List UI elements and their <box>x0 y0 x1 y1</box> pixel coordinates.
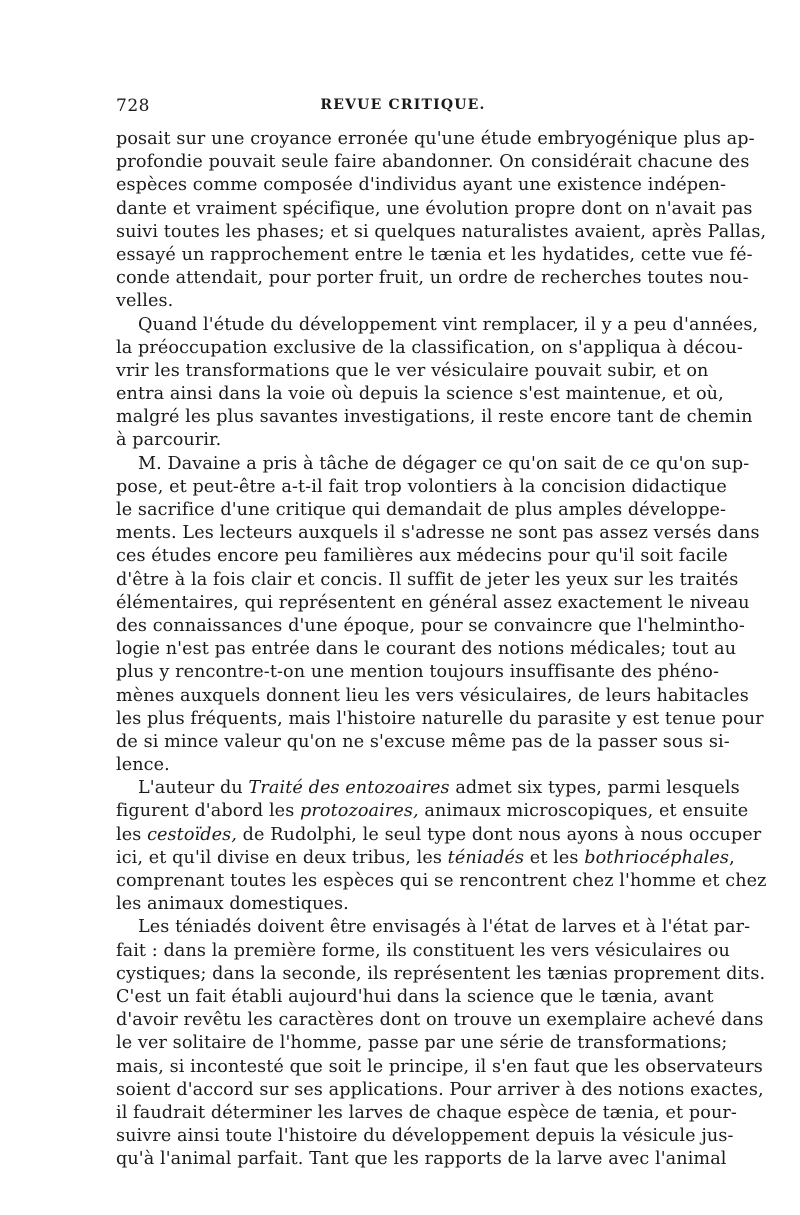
text-line: posait sur une croyance erronée qu'une étude embryogénique plus ap- <box>116 129 755 149</box>
text-line: ments. Les lecteurs auxquels il s'adresse ne sont pas assez versés dans <box>116 523 760 544</box>
text-line: profondie pouvait seule faire abandonner. On considérait chacune des <box>116 152 750 173</box>
text-line: le sacrifice d'une critique qui demandait de plus amples développe- <box>116 500 727 520</box>
text-line <box>116 824 762 847</box>
text-line <box>116 847 735 870</box>
text-line: conde attendait, pour porter fruit, un ordre de recherches toutes nou- <box>116 268 749 289</box>
text-line: vrir les transformations que le ver vésiculaire pouvait subir, et on <box>116 360 709 381</box>
text-line: C'est un fait établi aujourd'hui dans la science que le tænia, avant <box>116 986 714 1007</box>
italic-term: cestoïdes, <box>147 824 237 845</box>
text-run: les <box>116 824 148 845</box>
text-line: comprenant toutes les espèces qui se rencontrent chez l'homme et chez <box>116 871 767 891</box>
text-line: essayé un rapprochement entre le tænia et les hydatides, cette vue fé- <box>116 244 753 265</box>
text-run: L'auteur du <box>138 778 249 799</box>
text-line: suivi toutes les phases; et si quelques naturalistes avaient, après Pallas, <box>116 221 767 242</box>
italic-title: Traité des entozoaires <box>248 778 450 799</box>
text-line: qu'à l'animal parfait. Tant que les rapports de la larve avec l'animal <box>116 1149 727 1170</box>
text-line: d'avoir revêtu les caractères dont on trouve un exemplaire achevé dans <box>116 1010 764 1031</box>
text-line: le ver solitaire de l'homme, passe par une série de transformations; <box>116 1033 728 1054</box>
text-line: dante et vraiment spécifique, une évolution propre dont on n'avait pas <box>116 198 753 219</box>
text-run: admet six types, parmi lesquels <box>449 778 740 799</box>
text-line: malgré les plus savantes investigations, il reste encore tant de chemin <box>116 407 753 428</box>
italic-term: protozoaires, <box>300 801 419 822</box>
text-line: entra ainsi dans la voie où depuis la science s'est maintenue, et où, <box>116 384 724 405</box>
text-line: pose, et peut-être a-t-il fait trop volontiers à la concision didactique <box>116 476 727 497</box>
text-run: animaux microscopiques, et ensuite <box>418 801 749 822</box>
text-line: espèces comme composée d'individus ayant une existence indépen- <box>116 175 727 196</box>
text-line: la préoccupation exclusive de la classification, on s'appliqua à décou- <box>116 337 743 358</box>
text-line: plus y rencontre-t-on une mention toujours insuffisante des phéno- <box>116 662 720 683</box>
text-run: ici, et qu'il divise en deux tribus, les <box>116 847 448 868</box>
page-header <box>116 96 690 122</box>
text-line: ces études encore peu familières aux médecins pour qu'il soit facile <box>116 546 728 567</box>
text-line: fait : dans la première forme, ils constituent les vers vésiculaires ou <box>116 940 730 961</box>
text-line <box>116 777 740 800</box>
text-line: de si mince valeur qu'on ne s'excuse même pas de la passer sous si- <box>116 731 730 752</box>
text-line: cystiques; dans la seconde, ils représentent les tænias proprement dits. <box>116 963 766 984</box>
text-line: les animaux domestiques. <box>116 894 349 915</box>
text-run: figurent d'abord les <box>116 801 301 822</box>
text-line: velles. <box>116 291 174 312</box>
italic-term: bothriocéphales <box>584 847 730 868</box>
text-line: soient d'accord sur ses applications. Pour arriver à des notions exactes, <box>116 1079 764 1100</box>
text-line: à parcourir. <box>116 430 222 451</box>
running-head: REVUE CRITIQUE. <box>320 97 486 113</box>
text-line: M. Davaine a pris à tâche de dégager ce qu'on sait de ce qu'on sup- <box>138 453 750 474</box>
body-text <box>116 128 767 1171</box>
text-line: Les téniadés doivent être envisagés à l'état de larves et à l'état par- <box>138 917 751 938</box>
text-line: suivre ainsi toute l'histoire du développement depuis la vésicule jus- <box>116 1126 734 1147</box>
text-run: , <box>729 847 735 868</box>
text-line: mènes auxquels donnent lieu les vers vésiculaires, de leurs habitacles <box>116 685 749 706</box>
text-line: il faudrait déterminer les larves de chaque espèce de tænia, et pour- <box>116 1102 737 1123</box>
text-line: Quand l'étude du développement vint remplacer, il y a peu d'années, <box>138 314 759 335</box>
italic-term: téniadés <box>447 847 525 868</box>
text-run: de Rudolphi, le seul type dont nous ayons à nous occuper <box>236 824 762 845</box>
text-line: logie n'est pas entrée dans le courant des notions médicales; tout au <box>116 639 737 660</box>
text-line: les plus fréquents, mais l'histoire naturelle du parasite y est tenue pour <box>116 708 764 729</box>
text-line: mais, si incontesté que soit le principe, il s'en faut que les observateurs <box>116 1056 763 1077</box>
text-line <box>116 800 749 823</box>
text-line: des connaissances d'une époque, pour se convaincre que l'helmintho- <box>116 615 745 636</box>
text-line: d'être à la fois clair et concis. Il suffit de jeter les yeux sur les traités <box>116 569 739 590</box>
text-run: et les <box>524 847 585 868</box>
text-line: lence. <box>116 755 170 776</box>
text-line: élémentaires, qui représentent en général assez exactement le niveau <box>116 592 750 613</box>
page-number: 728 <box>116 96 150 116</box>
